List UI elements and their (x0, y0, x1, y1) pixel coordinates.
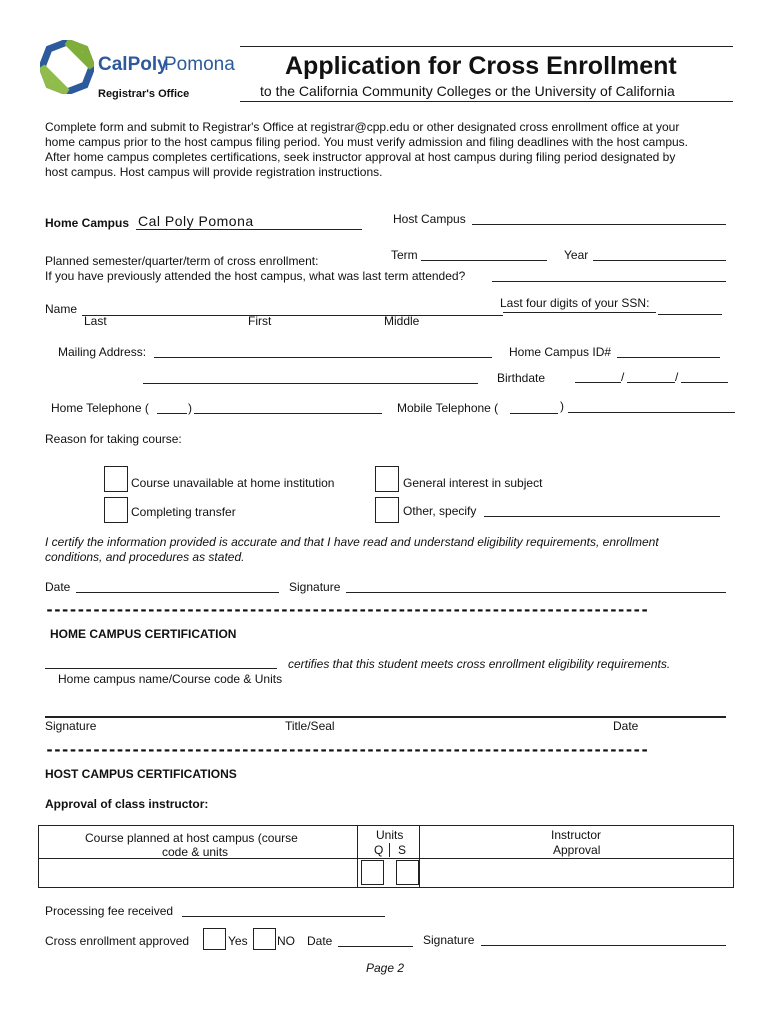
home-cert-name-code-label: Home campus name/Course code & Units (58, 672, 283, 686)
units-s-checkbox[interactable] (396, 860, 419, 885)
birthdate-sep-2: / (675, 370, 679, 384)
mobile-phone-area-field[interactable] (510, 413, 558, 414)
home-phone-close: ) (188, 401, 192, 415)
instruction-line: home campus prior to the host campus filing period. You must verify admission and filing deadlines with the host campus. (45, 135, 689, 149)
reason-option-label: Completing transfer (131, 505, 236, 519)
mailing-address-field-2[interactable] (143, 383, 478, 384)
home-cert-signature-line[interactable] (45, 716, 726, 718)
year-label: Year (564, 248, 589, 262)
host-campus-label: Host Campus (393, 212, 466, 226)
home-phone-label: Home Telephone ( (51, 401, 149, 415)
certify-text (45, 535, 735, 565)
name-middle-label: Middle (384, 314, 420, 328)
mobile-phone-close: ) (560, 399, 564, 413)
mailing-address-field-1[interactable] (154, 357, 492, 358)
home-cert-heading: HOME CAMPUS CERTIFICATION (50, 627, 237, 641)
home-campus-id-field[interactable] (617, 357, 720, 358)
mobile-phone-label: Mobile Telephone ( (397, 401, 499, 415)
reason-option-label: Course unavailable at home institution (131, 476, 335, 490)
student-signature-field[interactable] (346, 592, 726, 593)
page-title: Application for Cross Enrollment (285, 52, 677, 80)
col-units-label: Units (376, 828, 404, 842)
host-signature-field[interactable] (481, 945, 726, 946)
col-instructor-label: Approval (553, 843, 601, 857)
name-last-label: Last (84, 314, 107, 328)
previous-term-field[interactable] (492, 281, 726, 282)
ssn-field[interactable] (658, 314, 722, 315)
previous-term-label: If you have previously attended the host campus, what was last term attended? (45, 269, 466, 283)
fee-label: Processing fee received (45, 904, 174, 918)
home-campus-id-label: Home Campus ID# (509, 345, 612, 359)
q-s-divider (389, 843, 390, 857)
home-campus-field[interactable]: Cal Poly Pomona (138, 213, 254, 229)
name-field[interactable] (82, 315, 503, 316)
approval-label: Approval of class instructor: (45, 797, 209, 811)
year-field[interactable] (593, 260, 726, 261)
home-cert-certifies-text: certifies that this student meets cross enrollment eligibility requirements. (288, 657, 671, 671)
approved-no-checkbox[interactable] (253, 928, 276, 950)
planned-term-label: Planned semester/quarter/term of cross enrollment: (45, 254, 319, 268)
reason-label: Reason for taking course: (45, 432, 182, 446)
reason-option-label: Other, specify (403, 504, 477, 518)
approved-no-label: NO (277, 934, 295, 948)
birthdate-year-field[interactable] (681, 382, 728, 383)
birthdate-day-field[interactable] (627, 382, 675, 383)
col-s-label: S (398, 843, 407, 857)
logo-text-pomona: Pomona (164, 54, 235, 75)
page-subtitle: to the California Community Colleges or the University of California (260, 83, 675, 99)
host-date-field[interactable] (338, 946, 413, 947)
units-q-checkbox[interactable] (361, 860, 384, 885)
instruction-line: host campus. Host campus will provide registration instructions. (45, 165, 383, 179)
col-instructor-label: Instructor (551, 828, 602, 842)
term-label: Term (391, 248, 418, 262)
mailing-address-label: Mailing Address: (58, 345, 147, 359)
certify-line: I certify the information provided is accurate and that I have read and understand eligibility requirements, enrollment (45, 535, 659, 549)
cut-line-divider: ----------------------------------------------------------------------------- (45, 601, 648, 619)
fee-field[interactable] (182, 916, 385, 917)
name-label: Name (45, 302, 78, 316)
name-first-label: First (248, 314, 272, 328)
home-cert-title-label: Title/Seal (285, 719, 335, 733)
reason-checkbox-general-interest[interactable] (375, 466, 399, 492)
reason-checkbox-course-unavailable[interactable] (104, 466, 128, 492)
page-number: Page 2 (366, 961, 405, 975)
student-date-field[interactable] (76, 592, 279, 593)
home-phone-area-field[interactable] (157, 413, 187, 414)
reason-checkbox-other[interactable] (375, 497, 399, 523)
host-campus-field[interactable] (472, 224, 726, 225)
logo-text-calpoly: CalPoly (98, 54, 168, 75)
reason-option-label: General interest in subject (403, 476, 543, 490)
ssn-label: Last four digits of your SSN: (500, 296, 650, 310)
certify-line: conditions, and procedures as stated. (45, 550, 245, 564)
birthdate-sep-1: / (621, 370, 625, 384)
other-specify-field[interactable] (484, 516, 720, 517)
col-course-label: code & units (162, 845, 229, 859)
term-field[interactable] (421, 260, 547, 261)
instruction-line: Complete form and submit to Registrar's Office at registrar@cpp.edu or other designated cross enrollment office at your (45, 120, 680, 134)
home-phone-number-field[interactable] (194, 413, 382, 414)
host-date-label: Date (307, 934, 333, 948)
birthdate-label: Birthdate (497, 371, 546, 385)
logo (40, 38, 240, 102)
registrar-office: Registrar's Office (98, 88, 190, 100)
student-signature-label: Signature (289, 580, 341, 594)
ssn-top-line (503, 312, 656, 313)
home-campus-line (136, 229, 362, 230)
col-course-label: Course planned at host campus (course (85, 831, 298, 845)
cut-line-divider: ----------------------------------------------------------------------------- (45, 741, 648, 759)
approved-label: Cross enrollment approved (45, 934, 190, 948)
student-date-label: Date (45, 580, 71, 594)
home-cert-name-field[interactable] (45, 668, 277, 669)
reason-checkbox-completing-transfer[interactable] (104, 497, 128, 523)
header-top-rule (240, 46, 733, 47)
instructions (45, 120, 735, 180)
header-bottom-rule (240, 101, 733, 102)
home-cert-date-label: Date (613, 719, 639, 733)
col-q-label: Q (374, 843, 384, 857)
mobile-phone-number-field[interactable] (568, 412, 735, 413)
home-campus-label: Home Campus (45, 216, 130, 230)
instruction-line: After home campus completes certifications, seek instructor approval at host campus during filing period designated by (45, 150, 676, 164)
calpoly-logo-icon (40, 40, 94, 94)
home-cert-signature-label: Signature (45, 719, 97, 733)
host-signature-label: Signature (423, 933, 475, 947)
approved-yes-checkbox[interactable] (203, 928, 226, 950)
approved-yes-label: Yes (228, 934, 248, 948)
host-cert-heading: HOST CAMPUS CERTIFICATIONS (45, 767, 237, 781)
birthdate-month-field[interactable] (575, 382, 621, 383)
